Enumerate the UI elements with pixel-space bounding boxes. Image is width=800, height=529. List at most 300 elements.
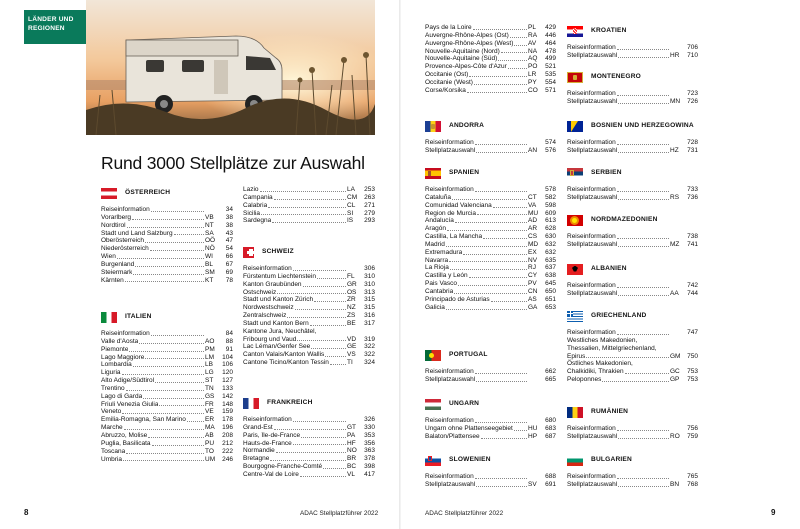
region-code: GT bbox=[347, 423, 357, 431]
entry-name: Reiseinformation bbox=[567, 186, 616, 193]
flag-ro-icon bbox=[567, 407, 583, 418]
dot-leader bbox=[274, 429, 346, 430]
index-entry[interactable] bbox=[567, 44, 698, 52]
entry-name: Kantone Jura, Neuchâtel, bbox=[243, 327, 317, 335]
page-ref: 632 bbox=[545, 240, 556, 248]
index-entry[interactable] bbox=[425, 48, 556, 56]
region-code: CO bbox=[528, 86, 538, 94]
dot-leader bbox=[498, 60, 527, 61]
index-entry[interactable] bbox=[567, 337, 698, 345]
entry-name: Grand-Est bbox=[243, 423, 273, 431]
entry-name: Oberösterreich bbox=[101, 237, 144, 245]
index-entry[interactable] bbox=[567, 360, 698, 368]
dot-leader bbox=[270, 460, 346, 461]
entry-name: Reiseinformation bbox=[567, 282, 616, 289]
entry-name: Zentralschweiz bbox=[243, 312, 287, 320]
index-entry[interactable] bbox=[101, 354, 233, 362]
entry-name: La Rioja bbox=[425, 264, 449, 272]
region-code: MA bbox=[205, 424, 215, 432]
page-ref: 315 bbox=[364, 296, 375, 304]
flag-at-icon bbox=[101, 188, 117, 199]
index-entry[interactable] bbox=[243, 416, 375, 424]
index-entry[interactable] bbox=[425, 368, 556, 376]
entry-name: Lac Léman/Genfer See bbox=[243, 343, 311, 351]
index-entry[interactable] bbox=[425, 24, 556, 32]
index-entry[interactable] bbox=[101, 416, 233, 424]
page-ref: 306 bbox=[364, 265, 375, 272]
entry-name: Campania bbox=[243, 193, 273, 201]
dot-leader bbox=[449, 261, 527, 262]
index-entry[interactable] bbox=[101, 346, 233, 354]
flag-it-icon bbox=[101, 312, 117, 323]
dot-leader bbox=[145, 358, 204, 359]
index-entry[interactable] bbox=[243, 273, 375, 281]
index-entry[interactable] bbox=[101, 261, 233, 269]
section-title: ÖSTERREICH bbox=[125, 189, 171, 197]
dot-leader bbox=[475, 422, 527, 423]
section-header bbox=[567, 70, 698, 84]
index-entry[interactable] bbox=[425, 249, 556, 257]
dot-leader bbox=[618, 152, 669, 153]
index-entry[interactable] bbox=[101, 440, 233, 448]
index-entry[interactable] bbox=[101, 253, 233, 261]
section-title: KROATIEN bbox=[591, 27, 627, 35]
region-code: AO bbox=[205, 337, 215, 345]
entry-name: Reiseinformation bbox=[243, 416, 292, 423]
entry-name: Nordtirol bbox=[101, 221, 126, 229]
index-entry[interactable] bbox=[243, 328, 375, 336]
index-entry[interactable] bbox=[425, 79, 556, 87]
page-ref: 363 bbox=[364, 447, 375, 455]
dot-leader bbox=[467, 92, 527, 93]
index-entry[interactable] bbox=[425, 40, 556, 48]
dot-leader bbox=[446, 309, 527, 310]
dot-leader bbox=[148, 437, 204, 438]
section-header bbox=[425, 166, 556, 180]
index-entry[interactable] bbox=[101, 401, 233, 409]
flag-mk-icon bbox=[567, 215, 583, 226]
entry-name: Reiseinformation bbox=[567, 473, 616, 480]
section-header bbox=[567, 309, 698, 323]
index-entry[interactable] bbox=[567, 376, 698, 384]
page-ref: 683 bbox=[545, 424, 556, 432]
page-ref: 478 bbox=[545, 47, 556, 55]
region-code: CT bbox=[528, 193, 537, 201]
page-ref: 741 bbox=[687, 240, 698, 248]
page-ref: 464 bbox=[545, 39, 556, 47]
index-entry[interactable] bbox=[567, 481, 698, 489]
region-code: MD bbox=[528, 240, 539, 248]
index-entry[interactable] bbox=[243, 186, 375, 194]
section-header bbox=[567, 166, 698, 180]
page-ref: 178 bbox=[222, 416, 233, 424]
page-ref: 723 bbox=[687, 90, 698, 97]
camper-photo bbox=[86, 0, 375, 135]
index-entry[interactable] bbox=[425, 32, 556, 40]
region-code: SI bbox=[347, 209, 354, 217]
page-ref: 609 bbox=[545, 209, 556, 217]
page-ref: 378 bbox=[364, 455, 375, 463]
index-entry[interactable] bbox=[243, 289, 375, 297]
dot-leader bbox=[145, 242, 204, 243]
region-code: PV bbox=[528, 280, 537, 288]
index-entry[interactable] bbox=[425, 296, 556, 304]
dot-leader bbox=[297, 340, 346, 341]
region-code: TI bbox=[347, 359, 353, 367]
entry-name: Reiseinformation bbox=[425, 139, 474, 146]
dot-leader bbox=[129, 351, 204, 352]
region-code: VE bbox=[205, 408, 214, 416]
region-code: EX bbox=[528, 248, 537, 256]
index-entry[interactable] bbox=[243, 336, 375, 344]
index-entry[interactable] bbox=[425, 376, 556, 384]
index-entry[interactable] bbox=[425, 217, 556, 225]
dot-leader bbox=[132, 219, 204, 220]
index-entry[interactable] bbox=[425, 186, 556, 194]
index-entry[interactable] bbox=[101, 361, 233, 369]
entry-name: Reiseinformation bbox=[425, 417, 474, 424]
dot-leader bbox=[475, 478, 527, 479]
region-code: TO bbox=[205, 447, 214, 455]
entry-name: Paris, Île-de-France bbox=[243, 431, 301, 439]
index-entry[interactable] bbox=[243, 217, 375, 225]
dot-leader bbox=[159, 405, 204, 406]
region-code: PU bbox=[205, 439, 215, 447]
index-entry[interactable] bbox=[243, 463, 375, 471]
index-entry[interactable] bbox=[425, 288, 556, 296]
index-entry[interactable] bbox=[101, 424, 233, 432]
index-entry[interactable] bbox=[567, 473, 698, 481]
dot-leader bbox=[152, 445, 205, 446]
index-entry[interactable] bbox=[567, 345, 698, 353]
index-entry[interactable] bbox=[425, 55, 556, 63]
page-ref: 738 bbox=[687, 233, 698, 240]
index-entry[interactable] bbox=[425, 257, 556, 265]
index-entry[interactable] bbox=[243, 471, 375, 479]
index-column-2 bbox=[243, 186, 375, 479]
dot-leader bbox=[123, 460, 204, 461]
entry-name: Stellplatzauswahl bbox=[567, 193, 618, 201]
index-entry[interactable] bbox=[101, 330, 233, 338]
section-title: ITALIEN bbox=[125, 313, 152, 321]
dot-leader bbox=[625, 373, 669, 374]
page-ref: 322 bbox=[364, 343, 375, 351]
section-title: BOSNIEN UND HERZEGOWINA bbox=[591, 122, 694, 130]
page-ref: 630 bbox=[545, 233, 556, 241]
dot-leader bbox=[311, 348, 346, 349]
dot-leader bbox=[617, 144, 669, 145]
region-code: MU bbox=[528, 209, 539, 217]
page-ref: 753 bbox=[687, 368, 698, 376]
index-entry[interactable] bbox=[101, 245, 233, 253]
section-griechenland bbox=[567, 309, 698, 384]
entry-name: Thessalien, Mittelgriechenland, bbox=[567, 344, 657, 352]
dot-leader bbox=[124, 429, 204, 430]
dot-leader bbox=[510, 37, 527, 38]
region-code: FR bbox=[205, 400, 214, 408]
section-header bbox=[101, 186, 233, 200]
index-entry[interactable] bbox=[101, 369, 233, 377]
page-ref: 356 bbox=[364, 439, 375, 447]
page-ref: 574 bbox=[545, 139, 556, 146]
index-entry[interactable] bbox=[425, 417, 556, 425]
index-entry[interactable] bbox=[101, 214, 233, 222]
page-ref: 728 bbox=[687, 139, 698, 146]
dot-leader bbox=[475, 373, 527, 374]
section-title: BULGARIEN bbox=[591, 456, 632, 464]
index-entry[interactable] bbox=[101, 408, 233, 416]
entry-name: Canton Valais/Kanton Wallis bbox=[243, 351, 325, 359]
entry-name: Fribourg und Vaud bbox=[243, 335, 297, 343]
region-code: WI bbox=[205, 253, 213, 261]
page-ref: 535 bbox=[545, 71, 556, 79]
page-ref: 212 bbox=[222, 439, 233, 447]
region-code: GM bbox=[670, 352, 681, 360]
section-title: SERBIEN bbox=[591, 169, 622, 177]
dot-leader bbox=[481, 438, 527, 439]
page-ref: 688 bbox=[545, 473, 556, 480]
index-entry[interactable] bbox=[101, 222, 233, 230]
index-entry[interactable] bbox=[425, 241, 556, 249]
entry-name: Cantone Ticino/Kanton Tessin bbox=[243, 359, 329, 367]
index-entry[interactable] bbox=[243, 296, 375, 304]
index-entry[interactable] bbox=[243, 447, 375, 455]
entry-name: Auvergne-Rhône-Alpes (West) bbox=[425, 39, 514, 47]
index-entry[interactable] bbox=[425, 63, 556, 71]
index-entry[interactable] bbox=[425, 87, 556, 95]
index-entry[interactable] bbox=[101, 277, 233, 285]
dot-leader bbox=[150, 250, 204, 251]
page-ref: 635 bbox=[545, 256, 556, 264]
index-entry[interactable] bbox=[567, 282, 698, 290]
region-code: UM bbox=[205, 455, 216, 463]
page-ref: 499 bbox=[545, 55, 556, 63]
index-entry[interactable] bbox=[101, 206, 233, 214]
entry-name: Trentino bbox=[101, 384, 125, 392]
index-entry[interactable] bbox=[243, 359, 375, 367]
entry-name: Cataluña bbox=[425, 193, 452, 201]
dot-leader bbox=[475, 144, 527, 145]
region-code: NT bbox=[205, 221, 214, 229]
index-entry[interactable] bbox=[425, 71, 556, 79]
index-entry[interactable] bbox=[425, 202, 556, 210]
section-continued bbox=[425, 24, 556, 95]
region-code: VS bbox=[347, 351, 356, 359]
page-ref: 598 bbox=[545, 201, 556, 209]
index-entry[interactable] bbox=[425, 210, 556, 218]
index-entry[interactable] bbox=[567, 241, 698, 249]
page-ref: 324 bbox=[364, 359, 375, 367]
dot-leader bbox=[501, 52, 527, 53]
region-code: MZ bbox=[670, 240, 680, 248]
index-column-3 bbox=[425, 24, 556, 489]
index-entry[interactable] bbox=[243, 281, 375, 289]
flag-rs-icon bbox=[567, 168, 583, 179]
region-code: NA bbox=[528, 47, 538, 55]
region-code: BC bbox=[347, 463, 357, 471]
entry-name: Reiseinformation bbox=[425, 368, 474, 375]
index-entry[interactable] bbox=[567, 147, 698, 155]
region-code: VB bbox=[205, 213, 214, 221]
page-ref: 650 bbox=[545, 287, 556, 295]
index-entry[interactable] bbox=[425, 473, 556, 481]
region-code: VA bbox=[528, 201, 537, 209]
index-entry[interactable] bbox=[101, 269, 233, 277]
index-entry[interactable] bbox=[101, 448, 233, 456]
page-ref: 91 bbox=[225, 345, 233, 353]
region-code: OÖ bbox=[205, 237, 216, 245]
section-header bbox=[425, 348, 556, 362]
page-ref: 54 bbox=[225, 245, 233, 253]
entry-name: Stellplatzauswahl bbox=[567, 240, 618, 248]
dot-leader bbox=[618, 486, 669, 487]
index-entry[interactable] bbox=[567, 329, 698, 337]
page-ref: 521 bbox=[545, 63, 556, 71]
index-entry[interactable] bbox=[243, 265, 375, 273]
region-code: GS bbox=[205, 392, 215, 400]
index-entry[interactable] bbox=[101, 456, 233, 464]
page-ref: 315 bbox=[364, 304, 375, 312]
entry-name: Reiseinformation bbox=[101, 330, 150, 337]
page-ref: 687 bbox=[545, 432, 556, 440]
dot-leader bbox=[295, 309, 346, 310]
page-ref: 731 bbox=[687, 146, 698, 154]
index-entry[interactable] bbox=[567, 290, 698, 298]
index-entry[interactable] bbox=[567, 233, 698, 241]
page-ref: 653 bbox=[545, 303, 556, 311]
region-code: HP bbox=[528, 432, 538, 440]
index-entry[interactable] bbox=[243, 343, 375, 351]
index-entry[interactable] bbox=[243, 440, 375, 448]
index-entry[interactable] bbox=[567, 90, 698, 98]
entry-name: Hauts-de-France bbox=[243, 439, 292, 447]
page-ref: 744 bbox=[687, 289, 698, 297]
entry-name: Castilla, La Mancha bbox=[425, 233, 483, 241]
index-entry[interactable] bbox=[425, 147, 556, 155]
section-header bbox=[567, 213, 698, 227]
page-ref: 750 bbox=[687, 352, 698, 360]
index-entry[interactable] bbox=[567, 139, 698, 147]
region-code: AV bbox=[528, 39, 537, 47]
dot-leader bbox=[476, 486, 527, 487]
section-header bbox=[243, 396, 375, 410]
page-ref: 279 bbox=[364, 209, 375, 217]
region-code: BE bbox=[347, 319, 356, 327]
section-ungarn bbox=[425, 397, 556, 441]
dot-leader bbox=[455, 222, 527, 223]
entry-name: Region de Murcia bbox=[425, 209, 476, 217]
index-entry[interactable] bbox=[425, 264, 556, 272]
index-entry[interactable] bbox=[101, 377, 233, 385]
index-entry[interactable] bbox=[243, 202, 375, 210]
index-entry[interactable] bbox=[243, 424, 375, 432]
entry-name: Stellplatzauswahl bbox=[425, 480, 476, 488]
page-ref: 417 bbox=[364, 470, 375, 478]
index-entry[interactable] bbox=[101, 432, 233, 440]
entry-name: Lazio bbox=[243, 186, 259, 193]
region-code: CM bbox=[347, 193, 358, 201]
index-entry[interactable] bbox=[567, 194, 698, 202]
index-entry[interactable] bbox=[425, 194, 556, 202]
entry-name: Pays de la Loire bbox=[425, 24, 472, 31]
entry-name: Bretagne bbox=[243, 455, 270, 463]
index-entry[interactable] bbox=[567, 433, 698, 441]
region-code: NV bbox=[528, 256, 538, 264]
entry-name: Reiseinformation bbox=[567, 44, 616, 51]
index-entry[interactable] bbox=[243, 194, 375, 202]
dot-leader bbox=[272, 222, 346, 223]
dot-leader bbox=[300, 476, 346, 477]
entry-name: Puglia, Basilicata bbox=[101, 439, 151, 447]
index-entry[interactable] bbox=[567, 368, 698, 376]
page-ref: 446 bbox=[545, 31, 556, 39]
page-ref: 637 bbox=[545, 264, 556, 272]
index-entry[interactable] bbox=[101, 393, 233, 401]
dot-leader bbox=[122, 374, 204, 375]
dot-leader bbox=[133, 366, 204, 367]
section-rumanien bbox=[567, 405, 698, 441]
section-nordmazedonien bbox=[567, 213, 698, 249]
index-entry[interactable] bbox=[567, 98, 698, 106]
entry-name: Reiseinformation bbox=[425, 473, 474, 480]
index-entry[interactable] bbox=[243, 312, 375, 320]
region-code: AN bbox=[528, 146, 538, 154]
index-entry[interactable] bbox=[243, 351, 375, 359]
dot-leader bbox=[452, 199, 527, 200]
index-entry[interactable] bbox=[425, 225, 556, 233]
index-entry[interactable] bbox=[425, 280, 556, 288]
entry-name: Corse/Korsika bbox=[425, 86, 466, 94]
section-header bbox=[243, 245, 375, 259]
region-code: VL bbox=[347, 470, 355, 478]
index-entry[interactable] bbox=[567, 186, 698, 194]
index-entry[interactable] bbox=[425, 304, 556, 312]
index-entry[interactable] bbox=[243, 210, 375, 218]
entry-name: Centre-Val de Loire bbox=[243, 470, 299, 478]
index-entry[interactable] bbox=[243, 320, 375, 328]
index-entry[interactable] bbox=[243, 455, 375, 463]
dot-leader bbox=[469, 76, 527, 77]
index-entry[interactable] bbox=[101, 385, 233, 393]
footer-right: ADAC Stellplatzführer 2022 bbox=[425, 510, 504, 517]
entry-name: Emilia-Romagna, San Marino bbox=[101, 416, 186, 424]
index-entry[interactable] bbox=[567, 52, 698, 60]
dot-leader bbox=[127, 227, 204, 228]
index-entry[interactable] bbox=[101, 338, 233, 346]
page-ref: 222 bbox=[222, 447, 233, 455]
index-entry[interactable] bbox=[243, 304, 375, 312]
region-code: BN bbox=[670, 480, 680, 488]
index-entry[interactable] bbox=[567, 425, 698, 433]
index-entry[interactable] bbox=[425, 233, 556, 241]
entry-name: Stellplatzauswahl bbox=[425, 146, 476, 154]
index-entry[interactable] bbox=[243, 432, 375, 440]
page-ref: 747 bbox=[687, 329, 698, 336]
dot-leader bbox=[618, 438, 669, 439]
region-code: NÖ bbox=[205, 245, 215, 253]
index-entry[interactable] bbox=[425, 433, 556, 441]
section-kroatien bbox=[567, 24, 698, 60]
index-entry[interactable] bbox=[425, 481, 556, 489]
index-entry[interactable] bbox=[425, 425, 556, 433]
dot-leader bbox=[463, 254, 527, 255]
page-ref: 246 bbox=[222, 455, 233, 463]
index-entry[interactable] bbox=[425, 272, 556, 280]
dot-leader bbox=[151, 211, 204, 212]
entry-name: Valle d'Aosta bbox=[101, 337, 139, 345]
entry-name: Aragón bbox=[425, 225, 446, 233]
index-entry[interactable] bbox=[425, 139, 556, 147]
